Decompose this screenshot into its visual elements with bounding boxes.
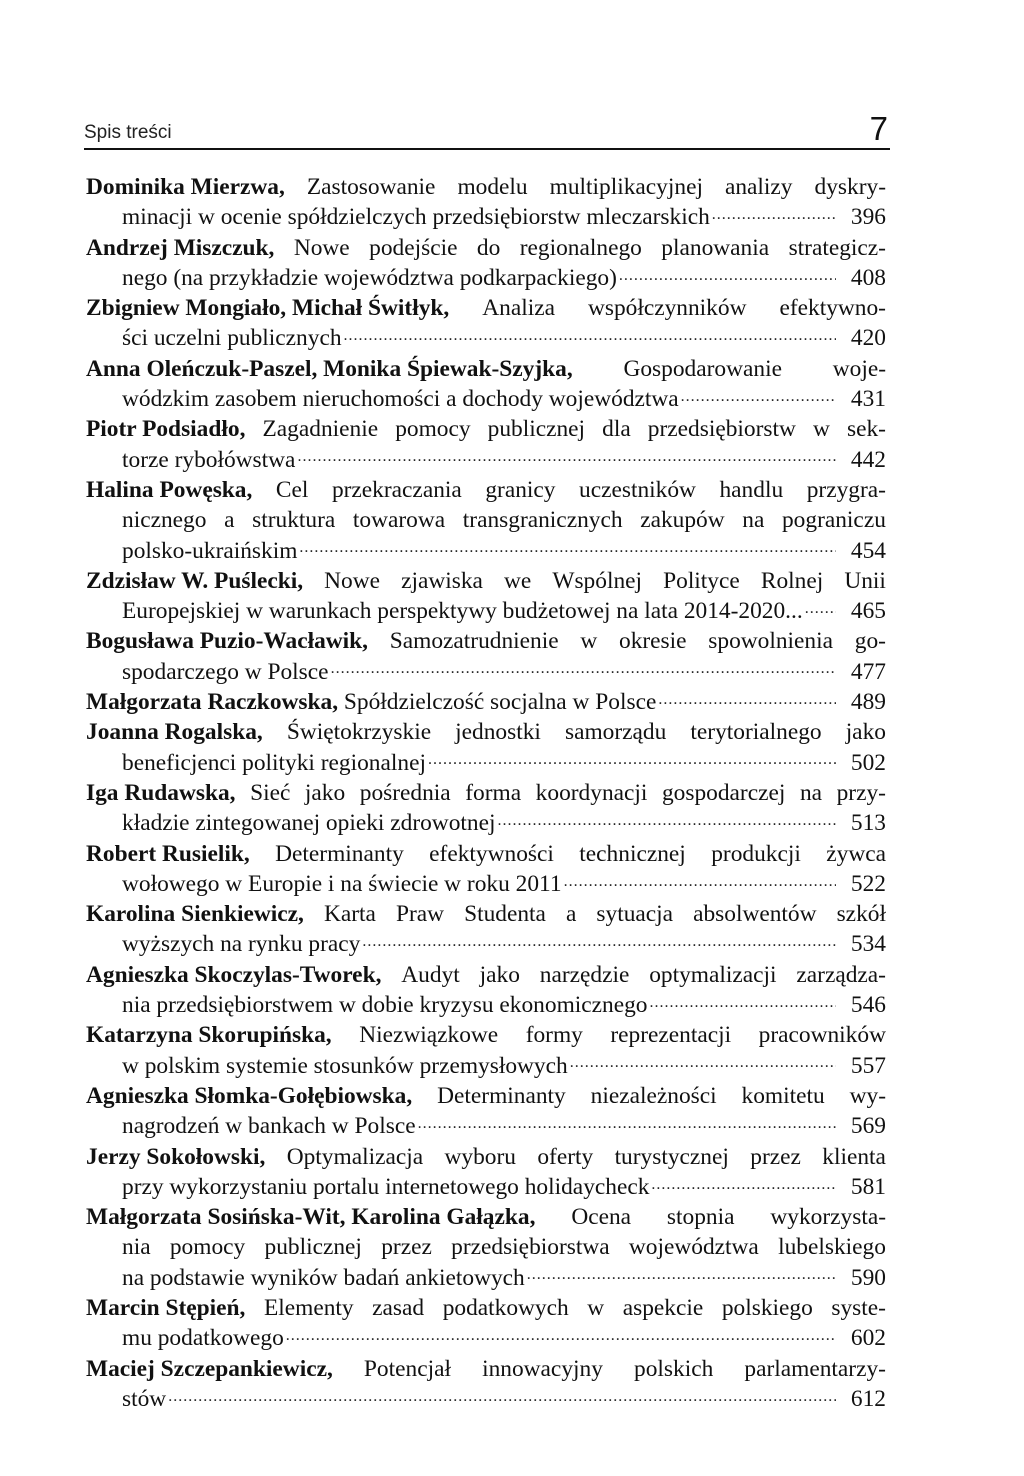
entry-author: Piotr Podsiadło, <box>86 416 246 443</box>
toc-entry-line <box>86 778 886 808</box>
title-word: Świętokrzyskie <box>286 719 432 746</box>
title-word: wykorzysta- <box>770 1204 886 1231</box>
toc-entry-line <box>86 536 886 566</box>
entry-title: spodarczego w Polsce <box>122 658 329 685</box>
entry-page-number: 477 <box>850 658 886 685</box>
toc-entry-line <box>86 929 886 959</box>
title-word: parlamentarzy- <box>744 1355 886 1382</box>
toc-entry-line <box>86 1051 886 1081</box>
title-word: sytuacja <box>596 901 674 928</box>
toc-entry[interactable] <box>86 1142 886 1203</box>
toc-entry-line <box>86 748 886 778</box>
entry-page-number: 546 <box>850 992 886 1019</box>
dot-leader <box>344 333 836 345</box>
entry-title: wyższych na rynku pracy <box>122 931 361 958</box>
entry-page-number: 557 <box>850 1052 886 1079</box>
entry-author: Małgorzata Sosińska-Wit, Karolina Gałązka, <box>86 1204 536 1231</box>
dot-leader <box>650 1000 837 1012</box>
toc-entry-line <box>86 839 886 869</box>
toc-entry-line <box>86 990 886 1020</box>
title-word: Cel <box>275 476 309 503</box>
title-word: struktura <box>252 507 336 534</box>
entry-title: kładzie zintegowanej opieki zdrowotnej <box>122 810 496 837</box>
entry-page-number: 465 <box>850 598 886 625</box>
title-word: woje- <box>832 355 886 382</box>
title-word: Potencjał <box>363 1355 451 1382</box>
toc-entry[interactable] <box>86 839 886 900</box>
toc-entry-line <box>86 1202 886 1232</box>
title-word: w <box>587 1294 605 1321</box>
entry-author: Anna Oleńczuk-Paszel, Monika Śpiewak-Szyjka, <box>86 355 573 382</box>
toc-entry-line <box>86 1232 886 1262</box>
title-word: formy <box>525 1022 583 1049</box>
dot-leader <box>805 606 836 618</box>
title-word: Nowe <box>293 234 350 261</box>
title-word: forma <box>465 779 522 806</box>
dot-leader <box>564 879 836 891</box>
running-header <box>84 112 890 150</box>
dot-leader <box>168 1394 836 1406</box>
toc-entry-line <box>86 202 886 232</box>
title-word: Studenta <box>464 901 546 928</box>
entry-page-number: 396 <box>850 204 886 231</box>
dot-leader <box>658 697 836 709</box>
title-word: multiplikacyjnej <box>549 174 703 200</box>
title-word: jako <box>304 779 346 806</box>
dot-leader <box>428 758 836 770</box>
title-word: turystycznej <box>614 1143 729 1170</box>
toc-entry-line <box>86 1354 886 1384</box>
title-word: podejście <box>369 234 458 261</box>
entry-title: nagrodzeń w bankach w Polsce <box>122 1113 416 1140</box>
title-word: przygra- <box>806 476 886 503</box>
toc-entry-line <box>86 172 886 202</box>
entry-author: Joanna Rogalska, <box>86 719 263 746</box>
title-word: optymalizacji <box>649 961 777 988</box>
dot-leader <box>418 1121 836 1133</box>
entry-page-number: 502 <box>850 749 886 776</box>
title-word: nia <box>122 1234 151 1261</box>
title-word: jako <box>479 961 520 988</box>
toc-entry-line <box>86 323 886 353</box>
table-of-contents <box>86 172 886 1414</box>
title-word: pracowników <box>758 1022 886 1049</box>
title-word: stopnia <box>666 1204 735 1231</box>
entry-author: Małgorzata Raczkowska, <box>86 689 339 716</box>
title-word: współczynników <box>587 295 747 322</box>
entry-author: Katarzyna Skorupińska, <box>86 1022 332 1049</box>
entry-page-number: 569 <box>850 1113 886 1140</box>
title-word: pomocy <box>395 416 471 443</box>
entry-page-number: 431 <box>850 386 886 413</box>
title-word: planowania <box>661 234 770 261</box>
title-word: Zagadnienie <box>262 416 379 443</box>
title-word: w <box>812 416 830 443</box>
title-word: we <box>504 567 532 594</box>
entry-author: Dominika Mierzwa, <box>86 174 285 200</box>
title-word: regionalnego <box>519 234 642 261</box>
title-word: granicy <box>485 476 556 503</box>
title-word: okresie <box>619 628 687 655</box>
entry-title: ści uczelni publicznych <box>122 325 342 352</box>
entry-title: na podstawie wyników badań ankietowych <box>122 1264 525 1291</box>
entry-title: mu podatkowego <box>122 1325 284 1352</box>
entry-author: Maciej Szczepankiewicz, <box>86 1355 333 1382</box>
toc-entry[interactable] <box>86 778 886 839</box>
title-word: oferty <box>537 1143 594 1170</box>
toc-entry-line <box>86 1323 886 1353</box>
entry-author: Bogusława Puzio-Wacławik, <box>86 628 369 655</box>
title-word: Elementy <box>263 1294 354 1321</box>
toc-entry[interactable] <box>86 354 886 415</box>
title-word: towarowa <box>352 507 446 534</box>
toc-entry-line <box>86 626 886 656</box>
title-word: Sieć <box>250 779 291 806</box>
entry-author: Halina Powęska, <box>86 476 253 503</box>
title-word: jako <box>845 719 886 746</box>
title-word: Nowe <box>324 567 381 594</box>
title-word: lubelskiego <box>778 1234 886 1261</box>
title-word: żywca <box>826 840 886 867</box>
title-word: niezależności <box>590 1082 717 1109</box>
title-word: pośrednia <box>359 779 451 806</box>
entry-page-number: 612 <box>850 1385 886 1412</box>
toc-entry-line <box>86 687 886 717</box>
title-word: Rolnej <box>760 567 824 594</box>
title-word: pograniczu <box>781 507 886 534</box>
entry-author: Jerzy Sokołowski, <box>86 1143 266 1170</box>
title-word: absolwentów <box>693 901 817 928</box>
title-word: uczestników <box>579 476 696 503</box>
title-word: publicznej <box>264 1234 362 1261</box>
title-word: syste- <box>831 1294 886 1321</box>
title-word: pomocy <box>169 1234 246 1261</box>
title-word: strategicz- <box>788 234 886 261</box>
title-word: reprezentacji <box>610 1022 732 1049</box>
title-word: wyboru <box>444 1143 516 1170</box>
entry-title: torze rybołówstwa <box>122 446 296 473</box>
entry-author: Marcin Stępień, <box>86 1294 246 1321</box>
title-word: publicznej <box>487 416 586 443</box>
toc-entry[interactable] <box>86 1020 886 1081</box>
title-word: spowolnienia <box>708 628 834 655</box>
entry-author: Andrzej Miszczuk, <box>86 234 275 261</box>
title-word: Analiza <box>482 295 555 322</box>
title-word: wy- <box>849 1082 886 1109</box>
toc-entry-line <box>86 657 886 687</box>
toc-entry[interactable] <box>86 414 886 475</box>
entry-author: Agnieszka Słomka-Gołębiowska, <box>86 1082 413 1109</box>
title-word: komitetu <box>741 1082 825 1109</box>
entry-page-number: 522 <box>850 870 886 897</box>
dot-leader <box>570 1061 836 1073</box>
title-word: zjawiska <box>401 567 483 594</box>
title-word: dyskry- <box>814 174 886 200</box>
title-word: Ocena <box>571 1204 632 1231</box>
title-word: nicznego <box>122 507 207 534</box>
toc-entry-line <box>86 1384 886 1414</box>
toc-entry-line <box>86 384 886 414</box>
dot-leader <box>286 1333 836 1345</box>
title-word: efektywno- <box>779 295 886 322</box>
title-word: polskiego <box>721 1294 813 1321</box>
dot-leader <box>651 1182 836 1194</box>
title-word: produkcji <box>711 840 801 867</box>
toc-entry-line <box>86 1172 886 1202</box>
title-word: analizy <box>724 174 793 200</box>
toc-entry[interactable] <box>86 687 886 717</box>
title-word: Unii <box>844 567 886 594</box>
entry-title: przy wykorzystaniu portalu internetowego holidaycheck <box>122 1173 650 1200</box>
title-word: do <box>476 234 501 261</box>
toc-entry-line <box>86 808 886 838</box>
entry-title: nego (na przykładzie województwa podkarpackiego) <box>122 264 617 291</box>
toc-entry-line <box>86 354 886 384</box>
title-word: Polityce <box>663 567 740 594</box>
entry-author: Zdzisław W. Puślecki, <box>86 567 304 594</box>
title-word: w <box>580 628 598 655</box>
entry-page-number: 602 <box>850 1325 886 1352</box>
page-number: 7 <box>869 110 888 147</box>
toc-entry[interactable] <box>86 1081 886 1142</box>
entry-page-number: 442 <box>850 446 886 473</box>
title-word: Zastosowanie <box>306 174 436 200</box>
running-title: Spis treści <box>84 122 172 143</box>
toc-entry-line <box>86 505 886 535</box>
title-word: szkół <box>836 901 886 928</box>
entry-title: w polskim systemie stosunków przemysłowych <box>122 1052 568 1079</box>
entry-page-number: 489 <box>850 689 886 716</box>
title-word: samorządu <box>565 719 667 746</box>
title-word: przez <box>750 1143 801 1170</box>
title-word: a <box>565 901 577 928</box>
title-word: Optymalizacja <box>286 1143 424 1170</box>
title-word: Determinanty <box>275 840 404 867</box>
entry-title: Europejskiej w warunkach perspektywy budżetowej na lata 2014-2020... <box>122 598 803 625</box>
entry-author: Robert Rusielik, <box>86 840 250 867</box>
title-word: przedsiębiorstwa <box>451 1234 610 1261</box>
title-word: na <box>742 507 765 534</box>
toc-entry[interactable] <box>86 566 886 627</box>
title-word: gospodarczej <box>661 779 786 806</box>
toc-entry-line <box>86 596 886 626</box>
title-word: sek- <box>846 416 886 443</box>
entry-title: minacji w ocenie spółdzielczych przedsiębiorstw mleczarskich <box>122 204 710 231</box>
entry-author: Karolina Sienkiewicz, <box>86 901 304 928</box>
title-word: koordynacji <box>535 779 648 806</box>
toc-entry[interactable] <box>86 1293 886 1354</box>
title-word: Audyt <box>401 961 460 988</box>
title-word: Wspólnej <box>552 567 643 594</box>
title-word: przy- <box>836 779 886 806</box>
toc-entry-line <box>86 414 886 444</box>
title-word: efektywności <box>429 840 554 867</box>
toc-entry[interactable] <box>86 626 886 687</box>
toc-entry[interactable] <box>86 293 886 354</box>
toc-entry[interactable] <box>86 172 886 233</box>
title-word: technicznej <box>579 840 686 867</box>
entry-page-number: 408 <box>850 264 886 291</box>
title-word: zarządza- <box>796 961 886 988</box>
title-word: przekraczania <box>331 476 462 503</box>
title-word: go- <box>854 628 886 655</box>
toc-entry-line <box>86 233 886 263</box>
dot-leader <box>297 455 836 467</box>
title-word: aspekcie <box>622 1294 704 1321</box>
dot-leader <box>619 273 836 285</box>
title-word: jednostki <box>455 719 541 746</box>
entry-title: wódzkim zasobem nieruchomości a dochody województwa <box>122 386 679 413</box>
title-word: województwa <box>628 1234 759 1261</box>
entry-author: Zbigniew Mongiało, Michał Świtłyk, <box>86 295 450 322</box>
entry-title: stów <box>122 1385 167 1412</box>
toc-entry[interactable] <box>86 233 886 294</box>
toc-entry-line <box>86 1142 886 1172</box>
toc-entry-line <box>86 293 886 323</box>
toc-entry-line <box>86 1020 886 1050</box>
toc-entry-line <box>86 566 886 596</box>
toc-entry-line <box>86 1081 886 1111</box>
title-word: Determinanty <box>437 1082 566 1109</box>
toc-entry[interactable] <box>86 899 886 960</box>
toc-entry[interactable] <box>86 1354 886 1415</box>
title-word: zasad <box>372 1294 425 1321</box>
toc-entry-line <box>86 960 886 990</box>
title-word: polskich <box>634 1355 714 1382</box>
dot-leader <box>712 212 836 224</box>
title-word: handlu <box>719 476 784 503</box>
title-word: Karta <box>323 901 376 928</box>
toc-entry[interactable] <box>86 475 886 566</box>
entry-page-number: 420 <box>850 325 886 352</box>
toc-entry-line <box>86 869 886 899</box>
title-word: podatkowych <box>442 1294 569 1321</box>
entry-page-number: 581 <box>850 1173 886 1200</box>
title-word: terytorialnego <box>690 719 822 746</box>
toc-entry-line <box>86 1263 886 1293</box>
entry-page-number: 534 <box>850 931 886 958</box>
toc-entry-line <box>86 899 886 929</box>
dot-leader <box>362 939 836 951</box>
toc-entry-line <box>86 1293 886 1323</box>
entry-title: Spółdzielczość socjalna w Polsce <box>338 689 657 716</box>
title-word: przedsiębiorstw <box>647 416 796 443</box>
title-word: zakupów <box>640 507 725 534</box>
entry-page-number: 454 <box>850 537 886 564</box>
toc-entry-line <box>86 445 886 475</box>
entry-title: beneficjenci polityki regionalnej <box>122 749 426 776</box>
toc-entry-line <box>86 717 886 747</box>
dot-leader <box>331 667 836 679</box>
title-word: modelu <box>457 174 528 200</box>
toc-entry-line <box>86 1111 886 1141</box>
title-word: Gospodarowanie <box>623 355 782 382</box>
entry-title: nia przedsiębiorstwem w dobie kryzysu ekonomicznego <box>122 992 648 1019</box>
title-word: narzędzie <box>539 961 630 988</box>
toc-entry-line <box>86 475 886 505</box>
title-word: innowacyjny <box>482 1355 603 1382</box>
title-word: Praw <box>395 901 445 928</box>
dot-leader <box>497 818 836 830</box>
title-word: na <box>799 779 823 806</box>
toc-entry[interactable] <box>86 1202 886 1293</box>
entry-author: Agnieszka Skoczylas-Tworek, <box>86 961 382 988</box>
dot-leader <box>527 1273 836 1285</box>
toc-entry[interactable] <box>86 960 886 1021</box>
entry-author: Iga Rudawska, <box>86 779 236 806</box>
title-word: dla <box>602 416 631 443</box>
entry-page-number: 590 <box>850 1264 886 1291</box>
toc-entry[interactable] <box>86 717 886 778</box>
title-word: transgranicznych <box>462 507 623 534</box>
entry-title: wołowego w Europie i na świecie w roku 2011 <box>122 870 562 897</box>
title-word: a <box>224 507 235 534</box>
title-word: przez <box>381 1234 432 1261</box>
title-word: klienta <box>822 1143 886 1170</box>
dot-leader <box>299 546 836 558</box>
title-word: Niezwiązkowe <box>359 1022 499 1049</box>
entry-title: polsko-ukraińskim <box>122 537 298 564</box>
title-word: Samozatrudnienie <box>389 628 559 655</box>
entry-page-number: 513 <box>850 810 886 837</box>
dot-leader <box>681 394 836 406</box>
toc-entry-line <box>86 263 886 293</box>
